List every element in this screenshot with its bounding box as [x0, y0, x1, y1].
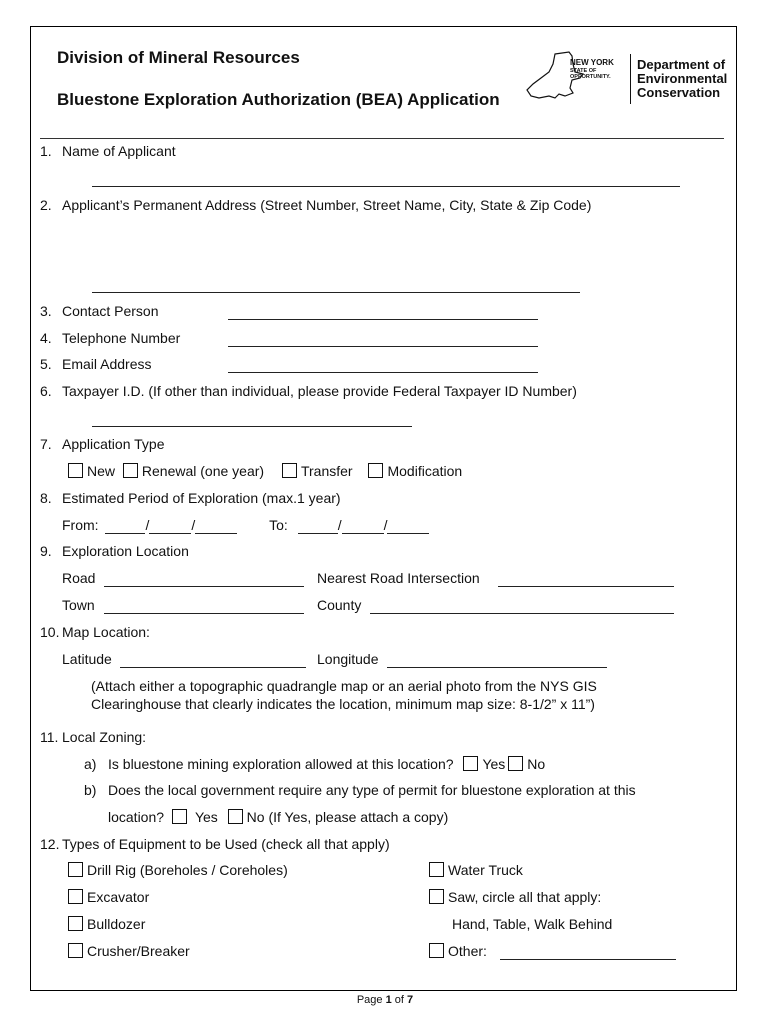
crusher-label: Crusher/Breaker: [87, 943, 190, 959]
road-input[interactable]: [104, 572, 304, 587]
header-divider: [40, 138, 724, 139]
form-title: Bluestone Exploration Authorization (BEA) Application: [57, 90, 500, 109]
town-input[interactable]: [104, 599, 304, 614]
from-day-field[interactable]: [149, 517, 191, 534]
saw-label: Saw, circle all that apply:: [448, 889, 602, 905]
page-word: Page: [356, 994, 383, 1006]
q2-number: 2.: [40, 197, 52, 213]
q11a-text: Is bluestone mining exploration allowed at this location?: [108, 756, 454, 772]
q5-row: [40, 356, 151, 372]
nys-sub2: OPPORTUNITY.: [570, 74, 611, 80]
q9-label: Exploration Location: [62, 543, 189, 559]
from-month-field[interactable]: [105, 517, 145, 534]
from-label: From:: [62, 517, 99, 533]
latitude-label: Latitude: [62, 651, 112, 667]
q6-label: Taxpayer I.D. (If other than individual, please provide Federal Taxpayer ID Number): [62, 383, 577, 399]
modification-label: Modification: [387, 463, 463, 479]
of-word: of: [394, 994, 404, 1006]
q11-number: 11.: [40, 729, 59, 745]
q10-label: Map Location:: [62, 624, 150, 640]
division-title: Division of Mineral Resources: [57, 48, 300, 67]
to-year-field[interactable]: [387, 517, 429, 534]
q4-label: Telephone Number: [62, 330, 181, 346]
q7-number: 7.: [40, 436, 52, 452]
equipment-water-truck: [429, 862, 523, 878]
q3-number: 3.: [40, 303, 52, 319]
modification-checkbox[interactable]: [368, 463, 383, 478]
from-year-field[interactable]: [195, 517, 237, 534]
new-label: New: [87, 463, 116, 479]
q5-label: Email Address: [62, 356, 152, 372]
application-type-options: [68, 463, 462, 479]
crusher-checkbox[interactable]: [68, 943, 83, 958]
transfer-checkbox[interactable]: [282, 463, 297, 478]
q8-number: 8.: [40, 490, 52, 506]
q3-label: Contact Person: [62, 303, 159, 319]
county-input[interactable]: [370, 599, 674, 614]
drill-rig-label: Drill Rig (Boreholes / Coreholes): [87, 862, 288, 878]
bulldozer-checkbox[interactable]: [68, 916, 83, 931]
q1-number: 1.: [40, 143, 52, 159]
email-input[interactable]: [228, 358, 538, 373]
nys-name: NEW YORK: [570, 58, 614, 67]
latitude-input[interactable]: [120, 653, 306, 668]
q2-row: [40, 197, 591, 213]
dec-line3: Conservation: [637, 85, 721, 100]
q12-number: 12.: [40, 836, 60, 852]
q11b-row2: [108, 809, 448, 825]
q4-number: 4.: [40, 330, 52, 346]
water-truck-label: Water Truck: [448, 862, 523, 878]
contact-person-input[interactable]: [228, 305, 538, 320]
q9-row: [40, 543, 189, 559]
new-checkbox[interactable]: [68, 463, 83, 478]
to-label: To:: [269, 517, 288, 533]
other-checkbox[interactable]: [429, 943, 444, 958]
dec-line1: Department of: [637, 57, 726, 72]
logo-divider: [630, 54, 631, 104]
q11b-text2: location?: [108, 809, 165, 825]
q12-row: [40, 836, 390, 852]
q5-number: 5.: [40, 356, 52, 372]
q11b-row: [84, 782, 636, 798]
q4-row: [40, 330, 180, 346]
q11b-letter: b): [84, 782, 97, 798]
page-number: 1: [385, 994, 392, 1006]
other-label: Other:: [448, 943, 487, 959]
q11a-yes-label: Yes: [482, 756, 506, 772]
q8-label: Estimated Period of Exploration (max.1 year): [62, 490, 341, 506]
map-note-line2: Clearinghouse that clearly indicates the location, minimum map size: 8-1/2” x 11”): [91, 696, 595, 712]
intersection-input[interactable]: [498, 572, 674, 587]
longitude-label: Longitude: [317, 651, 379, 667]
bulldozer-label: Bulldozer: [87, 916, 146, 932]
q11b-yes-label: Yes: [194, 809, 218, 825]
other-input[interactable]: [500, 945, 676, 960]
excavator-checkbox[interactable]: [68, 889, 83, 904]
q7-label: Application Type: [62, 436, 165, 452]
map-note-line1: (Attach either a topographic quadrangle map or an aerial photo from the NYS GIS: [91, 678, 597, 694]
q10-row: [40, 624, 150, 640]
q11-row: [40, 729, 146, 745]
applicant-name-input[interactable]: [92, 172, 680, 187]
saw-options: Hand, Table, Walk Behind: [452, 916, 613, 932]
renewal-label: Renewal (one year): [141, 463, 265, 479]
q11a-no-checkbox[interactable]: [508, 756, 523, 771]
transfer-label: Transfer: [300, 463, 353, 479]
to-month-field[interactable]: [298, 517, 338, 534]
q1-label: Name of Applicant: [62, 143, 176, 159]
equipment-bulldozer: [68, 916, 145, 932]
road-label: Road: [62, 570, 96, 586]
q11b-no-label: No: [246, 809, 265, 825]
q12-label: Types of Equipment to be Used (check all that apply): [62, 836, 390, 852]
renewal-checkbox[interactable]: [123, 463, 138, 478]
q11a-yes-checkbox[interactable]: [463, 756, 478, 771]
q6-row: [40, 383, 577, 399]
q11b-no-checkbox[interactable]: [228, 809, 243, 824]
q6-number: 6.: [40, 383, 52, 399]
excavator-label: Excavator: [87, 889, 150, 905]
q9-number: 9.: [40, 543, 52, 559]
q3-row: [40, 303, 159, 319]
longitude-input[interactable]: [387, 653, 607, 668]
taxpayer-id-input[interactable]: [92, 412, 412, 427]
page-total: 7: [407, 994, 414, 1006]
q11a-row: [84, 756, 545, 772]
nys-sub1: STATE OF: [570, 68, 597, 74]
water-truck-checkbox[interactable]: [429, 862, 444, 877]
q1-row: [40, 143, 176, 159]
equipment-drill-rig: [68, 862, 288, 878]
q11b-yes-checkbox[interactable]: [172, 809, 187, 824]
q2-label: Applicant’s Permanent Address (Street Number, Street Name, City, State & Zip Code): [62, 197, 592, 213]
to-day-field[interactable]: [342, 517, 384, 534]
county-label: County: [317, 597, 362, 613]
q7-row: [40, 436, 164, 452]
intersection-label: Nearest Road Intersection: [317, 570, 480, 586]
drill-rig-checkbox[interactable]: [68, 862, 83, 877]
q10-number: 10.: [40, 624, 60, 640]
equipment-other: [429, 943, 487, 959]
q8-row: [40, 490, 341, 506]
address-input[interactable]: [92, 278, 580, 293]
equipment-saw: [429, 889, 601, 905]
equipment-excavator: [68, 889, 149, 905]
q11a-letter: a): [84, 756, 97, 772]
q11b-text: Does the local government require any type of permit for bluestone exploration at this: [108, 782, 636, 798]
period-row: From: / / To: / /: [62, 517, 429, 534]
saw-checkbox[interactable]: [429, 889, 444, 904]
telephone-input[interactable]: [228, 332, 538, 347]
dec-line2: Environmental: [637, 71, 728, 86]
page-footer: [0, 994, 770, 1006]
equipment-crusher: [68, 943, 190, 959]
q11b-note: (If Yes, please attach a copy): [268, 809, 449, 825]
q11-label: Local Zoning:: [62, 729, 147, 745]
town-label: Town: [62, 597, 95, 613]
q11a-no-label: No: [527, 756, 546, 772]
